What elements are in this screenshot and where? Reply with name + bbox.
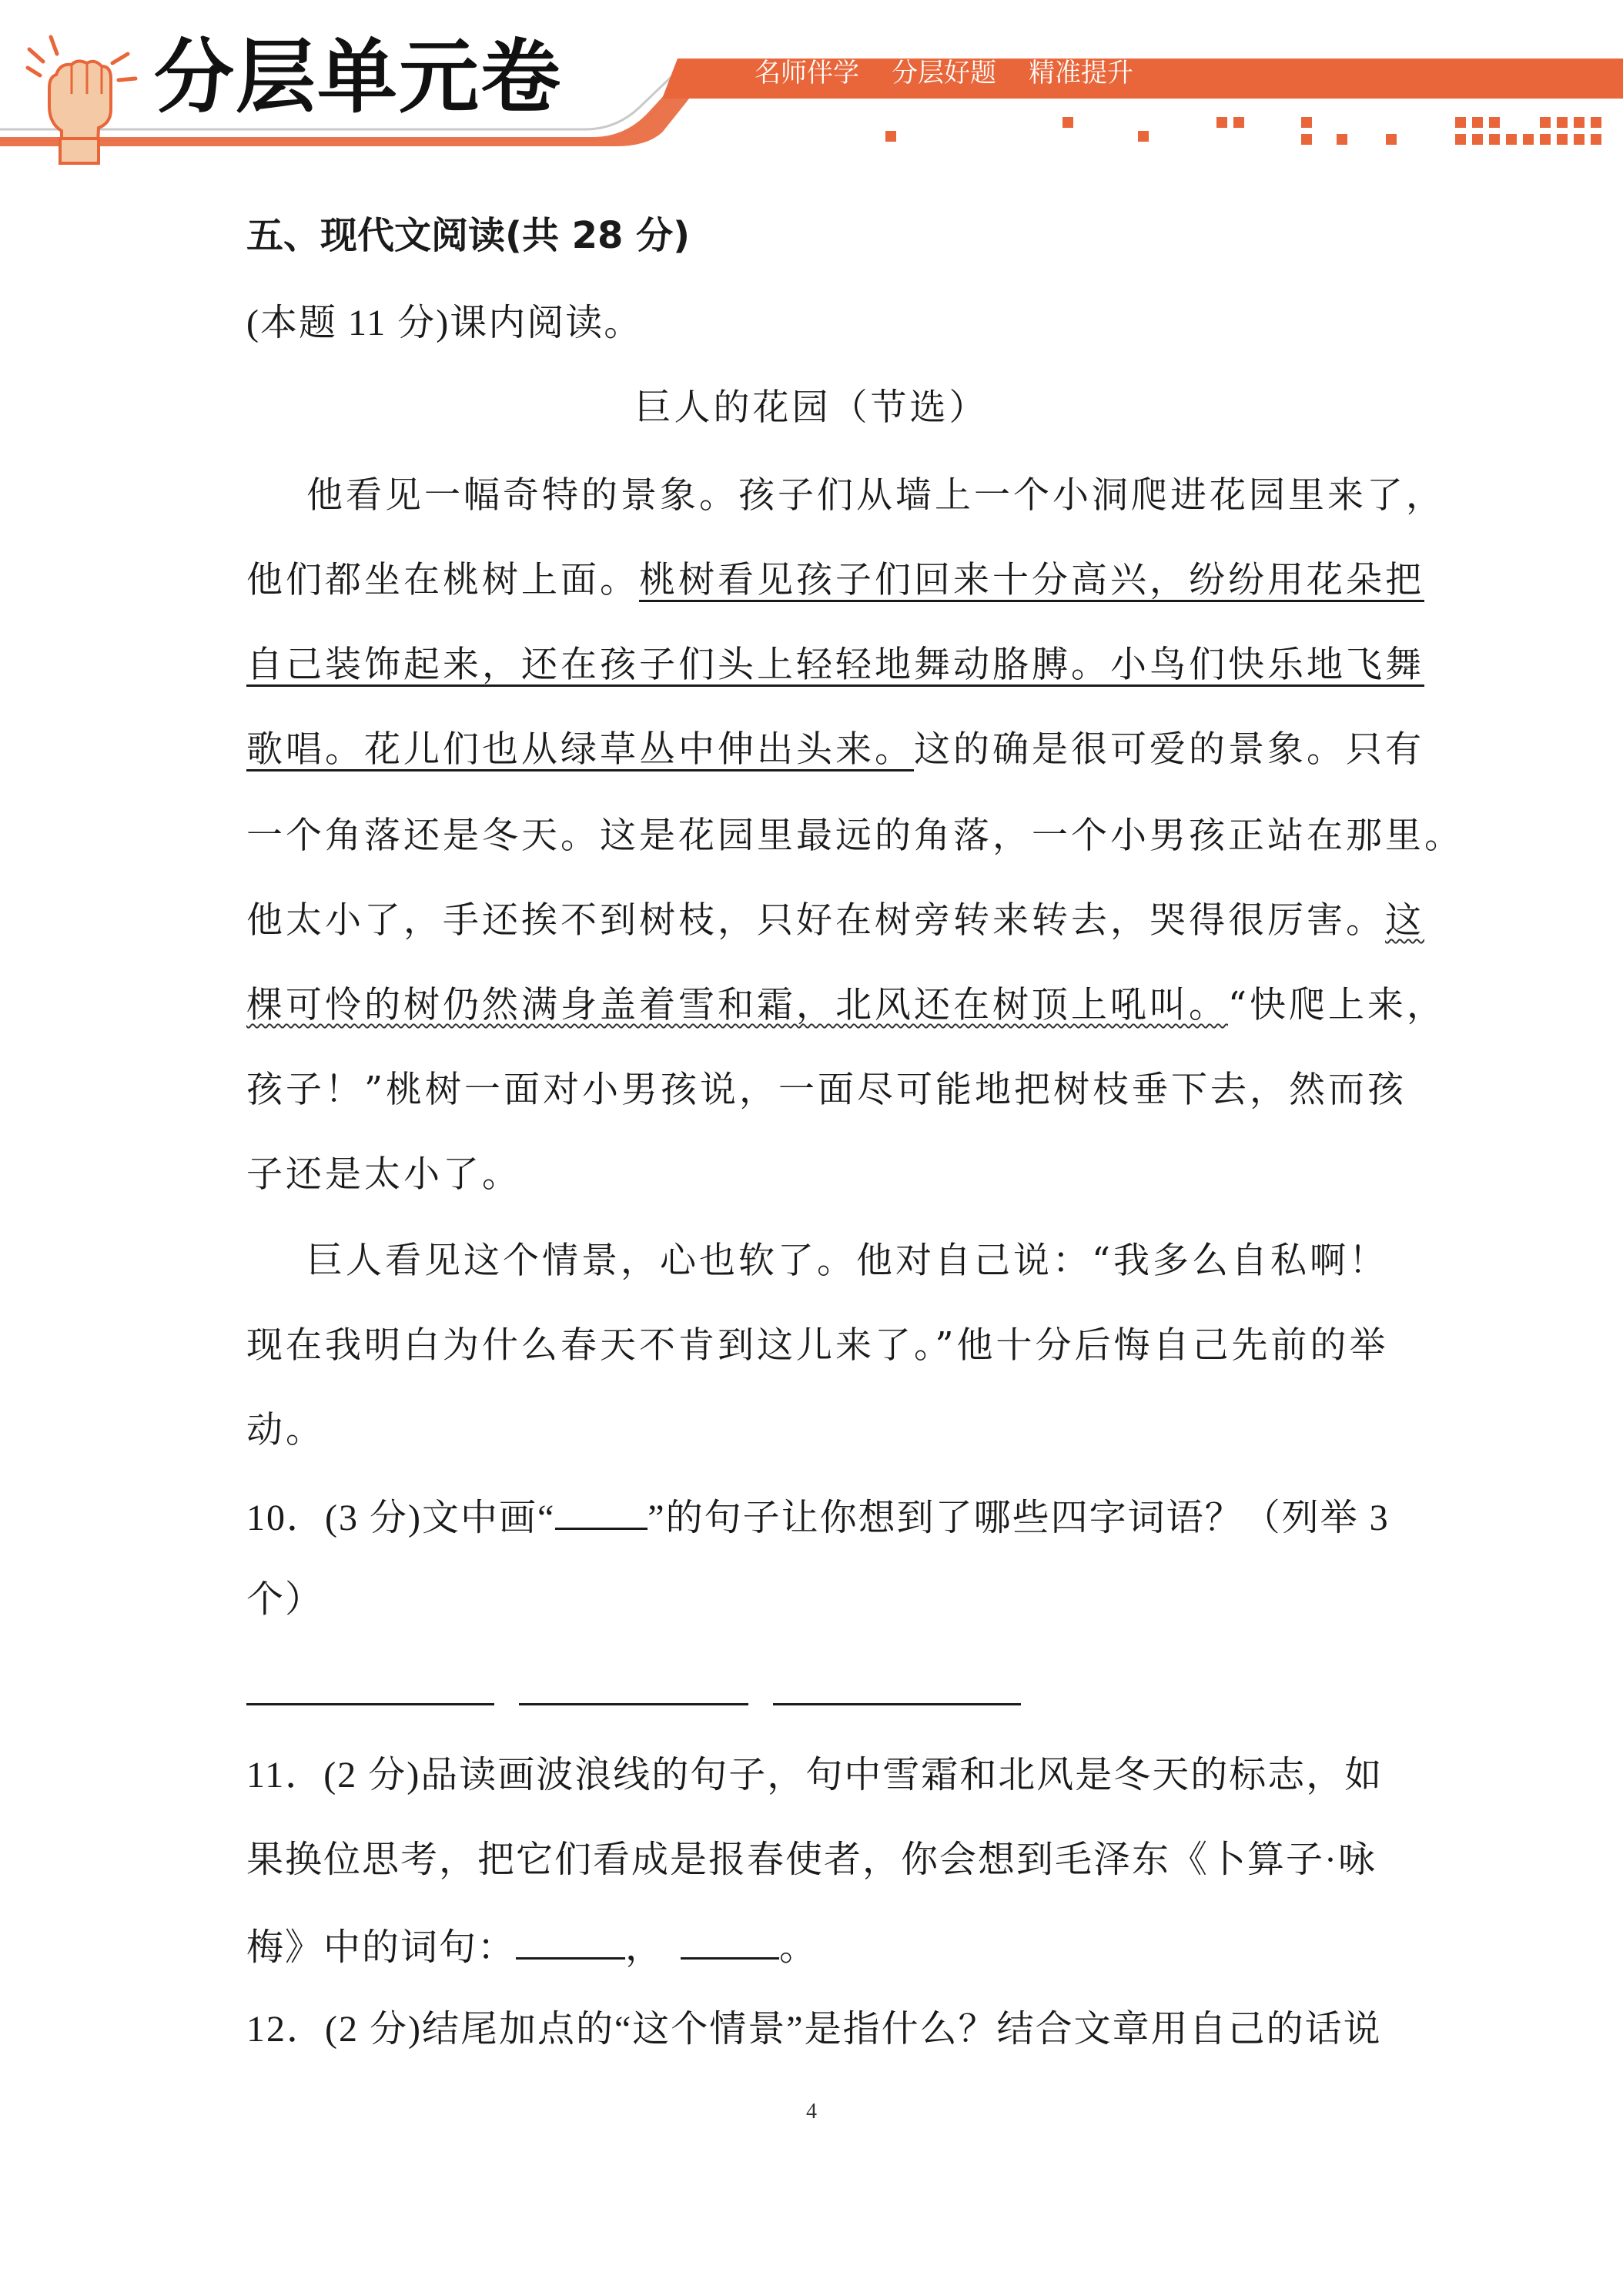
question-text: 梅》中的词句：: [246, 1927, 517, 1968]
underlined-sentence: 桃树看见孩子们回来十分高兴，纷纷用花朵把: [639, 559, 1424, 601]
question-11: 11．(2 分)品读画波浪线的句子，句中雪霜和北风是冬天的标志，如: [246, 1755, 1384, 1796]
underlined-sentence: 歌唱。花儿们也从绿草丛中伸出头来。: [246, 728, 914, 771]
passage-line: [246, 728, 1424, 771]
question-text: ，: [625, 1927, 664, 1968]
answer-blank[interactable]: [681, 1926, 779, 1960]
passage-line: [246, 559, 1424, 601]
section-intro: (本题 11 分)课内阅读。: [246, 303, 643, 343]
passage-text: “快爬上来，: [1228, 984, 1447, 1026]
question-text: 。: [779, 1927, 818, 1968]
passage-line: [246, 984, 1447, 1026]
question-11-cont: 果换位思考，把它们看成是报春使者，你会想到毛泽东《卜算子·咏: [246, 1839, 1377, 1880]
question-10: [246, 1497, 1390, 1537]
passage-line: 孩子！”桃树一面对小男孩说，一面尽可能地把树枝垂下去，然而孩: [246, 1069, 1407, 1111]
question-10-cont: 个）: [246, 1579, 324, 1620]
passage-line: 巨人看见这个情景，心也软了。他对自己说：“我多么自私啊！: [306, 1240, 1389, 1282]
passage-line: 动。: [246, 1409, 325, 1451]
question-11-cont: [246, 1926, 818, 1966]
passage-text: 他们都坐在桃树上面。: [246, 559, 639, 601]
passage-line: 子还是太小了。: [246, 1153, 521, 1196]
passage-text: 这的确是很可爱的景象。只有: [914, 728, 1424, 771]
answer-blank[interactable]: [246, 1703, 494, 1705]
slogan-item: 分层好题: [892, 58, 996, 89]
underlined-sentence: 自己装饰起来，还在孩子们头上轻轻地舞动胳膊。小鸟们快乐地飞舞: [246, 644, 1424, 686]
slogan-item: 精准提升: [1029, 58, 1133, 89]
question-text: 10．(3 分)文中画“: [246, 1498, 556, 1538]
wavy-underlined-sentence: 棵可怜的树仍然满身盖着雪和霜，北风还在树顶上吼叫。: [246, 984, 1228, 1026]
page-number: 4: [806, 2100, 817, 2124]
header-slogans: [755, 58, 1133, 89]
passage-line: 他看见一幅奇特的景象。孩子们从墙上一个小洞爬进花园里来了，: [306, 474, 1445, 517]
passage-line: [246, 644, 1424, 686]
question-text: ”的句子让你想到了哪些四字词语？（列举 3: [648, 1498, 1390, 1538]
passage-line: 一个角落还是冬天。这是花园里最远的角落，一个小男孩正站在那里。: [246, 815, 1464, 857]
answer-blank[interactable]: [516, 1926, 625, 1960]
passage-text: 他太小了，手还挨不到树枝，只好在树旁转来转去，哭得很厉害。: [246, 899, 1385, 942]
slogan-item: 名师伴学: [755, 58, 859, 89]
raised-fist-icon: [14, 32, 145, 167]
passage-title: 巨人的花园（节选）: [634, 387, 989, 429]
section-heading: 五、现代文阅读(共 28 分): [246, 214, 691, 257]
underline-sample: [555, 1497, 648, 1530]
header-title: 分层单元卷: [154, 30, 563, 124]
wavy-underlined-sentence: 这: [1385, 899, 1424, 942]
question-12: 12．(2 分)结尾加点的“这个情景”是指什么？结合文章用自己的话说: [246, 2009, 1382, 2050]
answer-blank[interactable]: [519, 1703, 748, 1705]
passage-line: 现在我明白为什么春天不肯到这儿来了。”他十分后悔自己先前的举: [246, 1324, 1389, 1367]
passage-line: [246, 899, 1424, 942]
answer-blank[interactable]: [773, 1703, 1021, 1705]
